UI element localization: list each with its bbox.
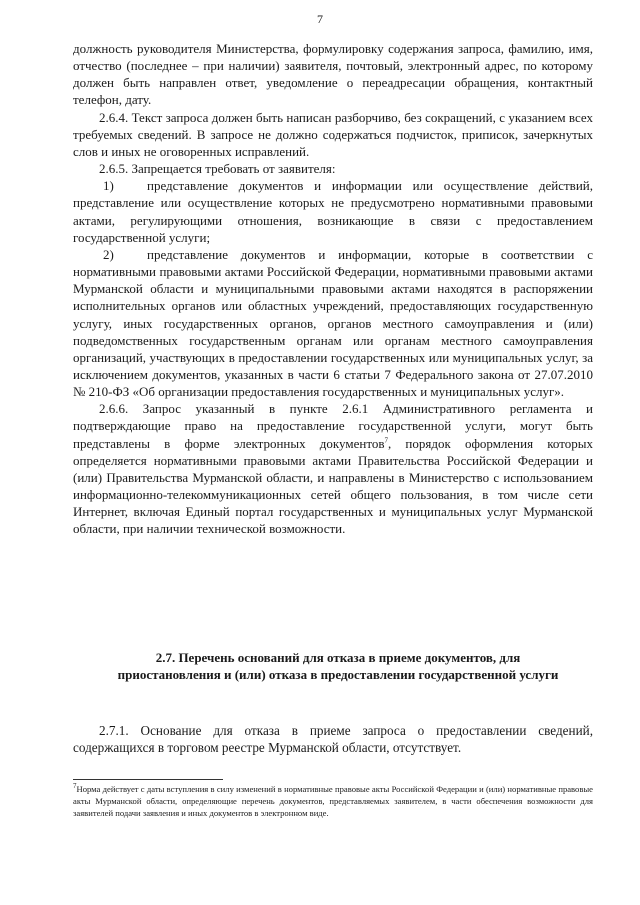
page-number: 7 [317,12,323,26]
list-item-number: 1) [103,178,114,194]
footnote-number: 7 [73,782,77,791]
list-item-number: 2) [103,246,114,262]
list-item [73,177,593,246]
list-item-text: представление документов и информации или осуществление действий, представление или осуществление которых не предусмотрено нормативными правовыми актами, регулирующими отношения, возникающие в связи с предоставлением государственной услуги; [73,178,593,245]
footnote-divider [73,779,223,780]
paragraph-2-6-6-text-continued: , порядок оформления которых определяется нормативными правовыми актами Правительства Российской Федерации и (или) Правительства Мурманской области, и направлены в Министерство с использованием информационно-телекоммуникационных сетей общего пользования, в том числе сети Интернет, включая Единый портал государственных и муниципальных услуг Мурманской области, при наличии технической возможности. [73,435,593,537]
paragraph-2-6-5: 2.6.5. Запрещается требовать от заявителя: [99,161,336,177]
paragraph-2-6-6 [73,400,593,537]
paragraph-2-6-6-text: 2.6.6. Запрос указанный в пункте 2.6.1 Административного регламента и подтверждающие право на предоставление государственной услуги, могут быть представлены в форме электронных документов [73,401,593,451]
section-heading: 2.7. Перечень оснований для отказа в приеме документов, для приостановления и (или) отказа в предоставлении государственной услуги [117,650,559,682]
footnote-reference: 7 [384,436,388,445]
document-body [73,40,593,538]
footnote-text: Норма действует с даты вступления в силу изменений в нормативные правовые акты Российской Федерации и (или) нормативные правовые акты Мурманской области, определяющие перечень документов, представляемых заявителем, в части обеспечения возможности для заявителей подачи заявления и иных документов в электронном виде. [73,784,593,819]
paragraph-continuation: должность руководителя Министерства, формулировку содержания запроса, фамилию, имя, отчество (последнее – при наличии) заявителя, почтовый, электронный адрес, по которому должен быть направлен ответ, уведомление о переадресации обращения, контактный телефон, дату. [73,41,593,108]
list-item [73,246,593,400]
paragraph-2-6-4: 2.6.4. Текст запроса должен быть написан разборчиво, без сокращений, с указанием всех требуемых сведений. В запросе не должно содержаться подчисток, приписок, зачеркнутых слов и иных не оговоренных исправлений. [73,109,593,159]
list-item-text: представление документов и информации, которые в соответствии с нормативными правовыми актами Российской Федерации, нормативными правовыми актами Мурманской области и муниципальными правовыми актами находятся в распоряжении исполнительных органов или областных учреждений, предоставляющих государственную услугу, иных государственных органов, органов местного самоуправления и (или) подведомственных государственным органам или органам местного самоуправления организаций, участвующих в предоставлении государственных или муниципальных услуг, за исключением документов, указанных в части 6 статьи 7 Федерального закона от 27.07.2010 № 210-ФЗ «Об организации предоставления государственных и муниципальных услуг». [73,246,593,400]
footnote [73,783,593,820]
paragraph-2-7-1: 2.7.1. Основание для отказа в приеме запроса о предоставлении сведений, содержащихся в торговом реестре Мурманской области, отсутствует. [73,723,593,755]
section-body [73,722,593,756]
